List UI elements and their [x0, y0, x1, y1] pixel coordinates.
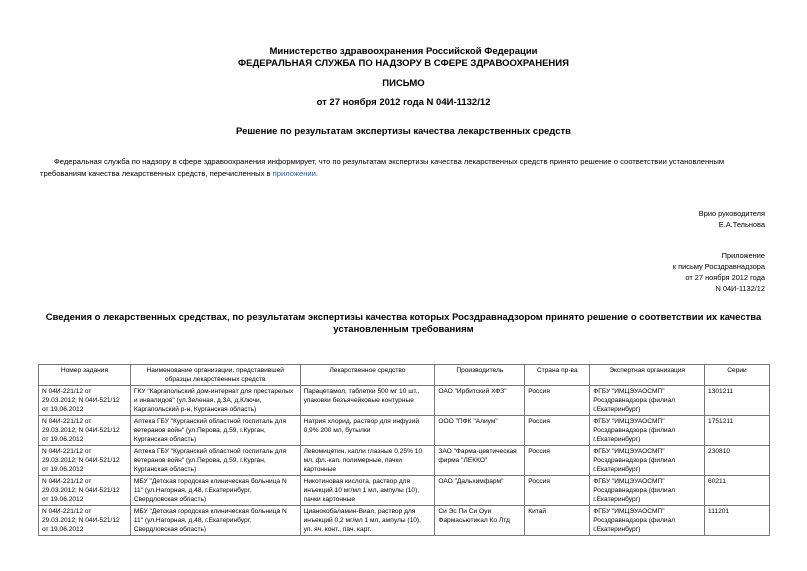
column-header: Производитель: [435, 365, 525, 386]
table-cell: ФГБУ "ИМЦЭУАОСМП" Росздравнадзора (филиал г.Екатеринбург): [590, 506, 705, 536]
signature-block: [699, 208, 765, 230]
signature-name: Е.А.Тельнова: [718, 220, 765, 229]
table-cell: 230810: [705, 446, 770, 476]
body-text: Федеральная служба по надзору в сфере здравоохранения информирует, что по результатам экспертизы качества лекарственных средств принято решение о соответствии установленным требованиям качества лекарственных средств, перечисленных в: [40, 157, 725, 178]
appendix-link[interactable]: приложении: [272, 169, 316, 178]
column-header: Номер задания: [39, 365, 131, 386]
ministry-title: Министерство здравоохранения Российской Федерации: [269, 46, 538, 57]
doc-type: ПИСЬМО: [382, 78, 425, 89]
appendix-block: [673, 250, 765, 294]
table-cell: МБУ "Детская городская клиническая больница N 11" (ул.Нагорная, д.48, г.Екатеринбург, Свердловская область): [130, 476, 300, 506]
table-cell: ООО "ПФК "Алиум": [435, 416, 525, 446]
table-cell: ГКУ "Каргапольский дом-интернат для престарелых и инвалидов" (ул.Зеленая, д.3А, д.Ключи, Каргапольский р-н, Курганская область): [130, 386, 300, 416]
appendix-line-1: Приложение: [721, 251, 765, 260]
table-cell: Цианокобаламин-Виал, раствор для инъекций 0,2 мг/мл 1 мл, ампулы (10), уп. яч. конт., пач. карт.: [300, 506, 435, 536]
appendix-line-2: к письму Росздравнадзора: [672, 262, 765, 271]
table-cell: 1301211: [705, 386, 770, 416]
table-cell: N 04И-221/12 от 29.03.2012; N 04И-521/12 от 19.06.2012: [39, 446, 131, 476]
column-header: Наименование организации, представившей образцы лекарственных средств: [130, 365, 300, 386]
table-cell: Аптека ГБУ "Курганский областной госпиталь для ветеранов войн" (ул.Перова, д.59, г.Курган, Курганская область): [130, 416, 300, 446]
table-cell: Россия: [525, 446, 590, 476]
table-cell: МБУ "Детская городская клиническая больница N 11" (ул.Нагорная, д.48, г.Екатеринбург, Свердловская область): [130, 506, 300, 536]
table-cell: Россия: [525, 386, 590, 416]
table-cell: N 04И-221/12 от 29.03.2012; N 04И-521/12 от 19.06.2012: [39, 386, 131, 416]
table-title-line-1: Сведения о лекарственных средствах, по результатам экспертизы качества которых Росздравнадзором принято решение о соответствии их качества: [45, 312, 762, 323]
table-row: [39, 506, 770, 536]
column-header: Страна пр-ва: [525, 365, 590, 386]
table-header-row: [39, 365, 770, 386]
table-cell: Си Эс Пи Си Оуи Фармасьютикал Ко Лтд: [435, 506, 525, 536]
table-cell: ФГБУ "ИМЦЭУАОСМП" Росздравнадзора (филиал г.Екатеринбург): [590, 476, 705, 506]
column-header: Экспертная организация: [590, 365, 705, 386]
table-cell: Парацетамол, таблетки 500 мг 10 шт., упаковки безъячейковые контурные: [300, 386, 435, 416]
table-cell: ФГБУ "ИМЦЭУАОСМП" Росздравнадзора (филиал г.Екатеринбург): [590, 416, 705, 446]
table-cell: Китай: [525, 506, 590, 536]
table-cell: N 04И-221/12 от 29.03.2012; N 04И-521/12 от 19.06.2012: [39, 476, 131, 506]
table-title-line-2: установленным требованиям: [333, 324, 474, 335]
table-row: [39, 416, 770, 446]
table-cell: ФГБУ "ИМЦЭУАОСМП" Росздравнадзора (филиал г.Екатеринбург): [590, 386, 705, 416]
body-paragraph: [40, 156, 770, 180]
table-row: [39, 476, 770, 506]
table-cell: 111201: [705, 506, 770, 536]
body-end: .: [315, 169, 318, 178]
table-cell: ЗАО "Фарма-цевтическая фирма "ЛЕККО": [435, 446, 525, 476]
appendix-line-4: N 04И-1132/12: [715, 284, 765, 293]
table-cell: ОАО "Ирбитский ХФЗ": [435, 386, 525, 416]
table-cell: ОАО "Дальхимфарм": [435, 476, 525, 506]
service-title: ФЕДЕРАЛЬНАЯ СЛУЖБА ПО НАДЗОРУ В СФЕРЕ ЗДРАВООХРАНЕНИЯ: [238, 58, 569, 69]
doc-date-number: от 27 ноября 2012 года N 04И-1132/12: [316, 97, 491, 108]
medicines-table: [38, 364, 770, 536]
table-row: [39, 446, 770, 476]
table-cell: Россия: [525, 476, 590, 506]
column-header: Серии: [705, 365, 770, 386]
table-cell: Никотиновая кислота, раствор для инъекций 10 мг/мл 1 мл, ампулы (10), пачки картонные: [300, 476, 435, 506]
table-cell: 1751211: [705, 416, 770, 446]
table-cell: Левомицетин, капли глазные 0,25% 10 мл, фл.-кап. полимерные, пачки картонные: [300, 446, 435, 476]
table-cell: 60211: [705, 476, 770, 506]
table-cell: Натрия хлорид, раствор для инфузий 0,9% 200 мл, бутылки: [300, 416, 435, 446]
signature-position: Врио руководителя: [698, 209, 765, 218]
table-row: [39, 386, 770, 416]
table-cell: N 04И-221/12 от 29.03.2012; N 04И-521/12 от 19.06.2012: [39, 416, 131, 446]
column-header: Лекарственное средство: [300, 365, 435, 386]
table-cell: N 04И-221/12 от 29.03.2012; N 04И-521/12 от 19.06.2012: [39, 506, 131, 536]
table-cell: Россия: [525, 416, 590, 446]
table-cell: Аптека ГБУ "Курганский областной госпиталь для ветеранов войн" (ул.Перова, д.59, г.Курган, Курганская область): [130, 446, 300, 476]
table-cell: ФГБУ "ИМЦЭУАОСМП" Росздравнадзора (филиал г.Екатеринбург): [590, 446, 705, 476]
doc-subject: Решение по результатам экспертизы качества лекарственных средств: [236, 126, 571, 137]
appendix-line-3: от 27 ноября 2012 года: [685, 273, 765, 282]
